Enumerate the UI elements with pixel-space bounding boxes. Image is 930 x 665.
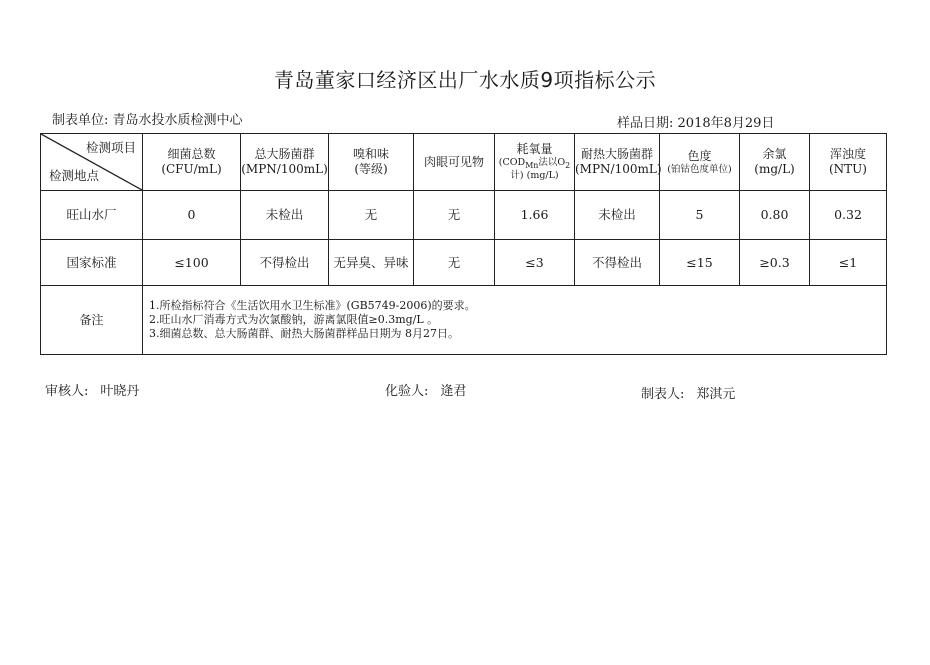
- sample-date-label: 样品日期:: [617, 116, 674, 131]
- table-cell: 无: [329, 191, 414, 240]
- remark-line: 1.所检指标符合《生活饮用水卫生标准》(GB5749-2006)的要求。: [149, 299, 476, 313]
- header-row: [41, 134, 887, 191]
- table-cell: 不得检出: [575, 240, 660, 286]
- tester-name: 逄君: [440, 384, 467, 399]
- remark-line: 3.细菌总数、总大肠菌群、耐热大肠菌群样品日期为 8月27日。: [149, 326, 459, 340]
- table-cell: 未检出: [241, 191, 329, 240]
- row-label: 国家标准: [41, 240, 143, 286]
- table-cell: ≤3: [495, 240, 575, 286]
- reviewer-label: 审核人:: [45, 384, 89, 399]
- page-title: 青岛董家口经济区出厂水水质9项指标公示: [273, 68, 657, 92]
- corner-site-label: 检测地点: [49, 168, 100, 184]
- remarks-text: [143, 286, 887, 355]
- table-cell: ≥0.3: [740, 240, 810, 286]
- table-row: [41, 240, 887, 286]
- header-chlorine: 余氯 (mg/L): [740, 134, 810, 191]
- maker-signature: [641, 383, 735, 402]
- sample-date-value: 2018年8月29日: [677, 116, 775, 131]
- remark-line: 2.旺山水厂消毒方式为次氯酸钠，游离氯限值≥0.3mg/L 。: [149, 313, 439, 327]
- header-oxygen: 耗氧量 ($COD_{Mn}$法以$O_2$ 计) (mg/L): [495, 134, 575, 191]
- row-label: 旺山水厂: [41, 191, 143, 240]
- reviewer-signature: [45, 380, 139, 399]
- issuing-unit-label: 制表单位:: [52, 113, 109, 128]
- table-cell: ≤15: [660, 240, 740, 286]
- table-cell: 5: [660, 191, 740, 240]
- sample-date: [617, 112, 774, 131]
- issuing-unit-value: 青岛水投水质检测中心: [112, 113, 243, 128]
- table-cell: 0.80: [740, 191, 810, 240]
- table-cell: 未检出: [575, 191, 660, 240]
- table-cell: 0.32: [810, 191, 887, 240]
- remarks-label: 备注: [41, 286, 143, 355]
- corner-header-cell: [41, 134, 143, 191]
- table-cell: 不得检出: [241, 240, 329, 286]
- table-row: [41, 191, 887, 240]
- header-turbidity: 浑浊度 (NTU): [810, 134, 887, 191]
- header-color: 色度 (铂钴色度单位): [660, 134, 740, 191]
- maker-name: 郑淇元: [696, 387, 736, 402]
- issuing-unit: [52, 109, 243, 128]
- header-coliform: 总大肠菌群 (MPN/100mL): [241, 134, 329, 191]
- table-cell: 无异臭、异味: [329, 240, 414, 286]
- header-bacteria: 细菌总数 (CFU/mL): [143, 134, 241, 191]
- corner-item-label: 检测项目: [85, 140, 136, 155]
- remarks-row: [41, 286, 887, 355]
- table-cell: 无: [414, 240, 495, 286]
- table-cell: 1.66: [495, 191, 575, 240]
- header-visible: 肉眼可见物: [414, 134, 495, 191]
- maker-label: 制表人:: [641, 387, 685, 402]
- header-odor: 嗅和味 (等级): [329, 134, 414, 191]
- table-cell: 0: [143, 191, 241, 240]
- tester-label: 化验人:: [385, 384, 429, 399]
- table-cell: 无: [414, 191, 495, 240]
- header-thermo-coliform: 耐热大肠菌群 (MPN/100mL): [575, 134, 660, 191]
- table-cell: ≤100: [143, 240, 241, 286]
- water-quality-table: [40, 133, 887, 355]
- table-cell: ≤1: [810, 240, 887, 286]
- tester-signature: [385, 380, 466, 399]
- reviewer-name: 叶晓丹: [100, 384, 140, 399]
